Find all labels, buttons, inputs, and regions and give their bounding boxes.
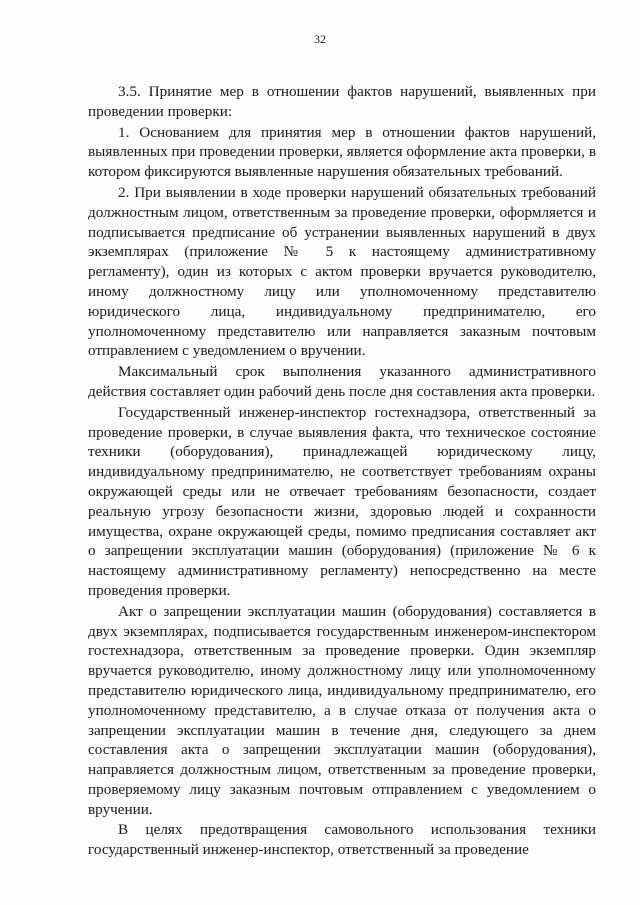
- paragraph-item-1: 1. Основанием для принятия мер в отношении фактов нарушений, выявленных при проведении проверки, является оформление акта проверки, в котором фиксируются выявленные нарушения обязательных требований.: [88, 123, 596, 181]
- paragraph-prevention: В целях предотвращения самовольного использования техники государственный инженер-инспектор, ответственный за проведение: [88, 821, 596, 859]
- paragraph-inspector-duties: Государственный инженер-инспектор гостехнадзора, ответственный за проведение проверки, в случае выявления факта, что техническое состояние техники (оборудования), принадлежащей юридическому лицу, индивидуальному предпринимателю, не соответствует требованиям охраны окружающей среды или не отвечает требованиям безопасности, создает реальную угрозу безопасности жизни, здоровью людей и сохранности имущества, охране окружающей среды, помимо предписания составляет акт о запрещении эксплуатации машин (оборудования) (приложение № 6 к настоящему административному регламенту) непосредственно на месте проведения проверки.: [88, 403, 596, 599]
- section-heading-3-5: 3.5. Принятие мер в отношении фактов нарушений, выявленных при проведении проверки:: [88, 83, 596, 120]
- paragraph-max-time: Максимальный срок выполнения указанного административного действия составляет один рабочий день после дня составления акта проверки.: [88, 363, 596, 400]
- paragraph-ban-act: Акт о запрещении эксплуатации машин (оборудования) составляется в двух экземплярах, подписывается государственным инженером-инспектором гостехнадзора, ответственным за проведение проверки. Один экземпляр вручается руководителю, иному должностному лицу или уполномоченному представителю юридического лица, индивидуальному предпринимателю, его уполномоченному представителю, а в случае отказа от получения акта о запрещении эксплуатации машин в течение дня, следующего за днем составления акта о запрещении эксплуатации машин (оборудования), направляется должностным лицом, ответственным за проведение проверки, проверяемому лицу заказным почтовым отправлением с уведомлением о вручении.: [88, 602, 596, 818]
- document-body: [88, 82, 596, 860]
- page-number: 32: [314, 32, 326, 46]
- paragraph-item-2: 2. При выявлении в ходе проверки нарушений обязательных требований должностным лицом, ответственным за проведение проверки, оформляется и подписывается предписание об устранении выявленных нарушений в двух экземплярах (приложение № 5 к настоящему административному регламенту), один из которых с актом проверки вручается руководителю, иному должностному лицу или уполномоченному представителю юридического лица, индивидуальному предпринимателю, его уполномоченному представителю или направляется заказным почтовым отправлением с уведомлением о вручении.: [88, 183, 596, 360]
